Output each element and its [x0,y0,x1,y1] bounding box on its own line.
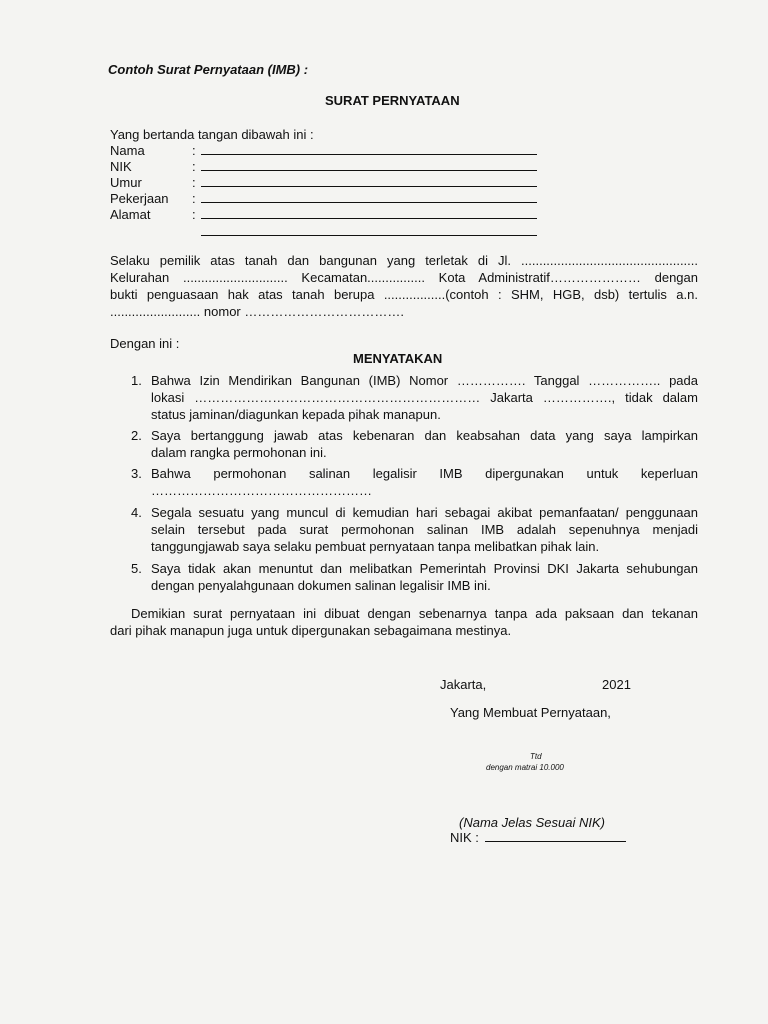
field-colon: : [192,207,196,222]
field-line-alamat-2 [201,235,537,236]
list-item-number: 4. [131,505,142,520]
list-item-line: lokasi ………………………………………………………… Jakarta ……………., tidak dalam [151,390,698,405]
identity-intro: Yang bertanda tangan dibawah ini : [110,127,314,142]
signer-nik-line [485,841,626,842]
property-line-4: ......................... nomor ………………………………. [110,304,404,319]
field-line-pekerjaan [201,202,537,203]
field-label-umur: Umur [110,175,142,190]
list-item-number: 1. [131,373,142,388]
list-item-line: …………………………………………… [151,483,372,498]
signer-nik-label: NIK : [450,830,479,845]
list-item-line: selain tersebut pada surat permohonan salinan IMB adalah sepenuhnya menjadi [151,522,698,537]
statement-intro: Dengan ini : [110,336,180,351]
example-title: Contoh Surat Pernyataan (IMB) : [108,62,309,77]
field-label-alamat: Alamat [110,207,151,222]
property-line-2: Kelurahan ............................. Kecamatan................ Kota Administratif………………… dengan [110,270,698,285]
statement-heading: MENYATAKAN [353,351,443,366]
list-item-line: Saya bertanggung jawab atas kebenaran dan keabsahan data yang saya lampirkan [151,428,698,443]
closing-line-2: dari pihak manapun juga untuk dipergunakan sebagaimana mestinya. [110,623,512,638]
field-line-alamat [201,218,537,219]
page-title: SURAT PERNYATAAN [325,93,460,108]
signature-role: Yang Membuat Pernyataan, [450,705,611,720]
field-line-nama [201,154,537,155]
list-item-number: 3. [131,466,142,481]
list-item-line: status jaminan/diagunkan kepada pihak manapun. [151,407,441,422]
field-colon: : [192,191,196,206]
stamp-duty-note: dengan matrai 10.000 [486,763,564,772]
list-item-line: Segala sesuatu yang muncul di kemudian hari sebagai akibat pemanfaatan/ penggunaan [151,505,698,520]
property-line-1: Selaku pemilik atas tanah dan bangunan yang terletak di Jl. ................................................. [110,253,698,268]
field-label-pekerjaan: Pekerjaan [110,191,169,206]
field-label-nik: NIK [110,159,132,174]
field-line-umur [201,186,537,187]
list-item-line: dengan penyalahgunaan dokumen salinan legalisir IMB ini. [151,578,491,593]
field-line-nik [201,170,537,171]
list-item-line: Saya tidak akan menuntut dan melibatkan Pemerintah Provinsi DKI Jakarta sehubungan [151,561,698,576]
closing-line-1: Demikian surat pernyataan ini dibuat dengan sebenarnya tanpa ada paksaan dan tekanan [131,606,698,621]
list-item-line: Bahwa Izin Mendirikan Bangunan (IMB) Nomor ……………. Tanggal …………….. pada [151,373,698,388]
signature-ttd: Ttd [530,752,542,761]
list-item-line: Bahwa permohonan salinan legalisir IMB dipergunakan untuk keperluan [151,466,698,481]
signature-year: 2021 [602,677,631,692]
field-colon: : [192,159,196,174]
list-item-number: 5. [131,561,142,576]
property-line-3: bukti penguasaan hak atas tanah berupa .................(contoh : SHM, HGB, dsb) tertulis a.n. [110,287,698,302]
signature-place: Jakarta, [440,677,487,692]
field-colon: : [192,175,196,190]
field-label-nama: Nama [110,143,145,158]
list-item-line: tanggungjawab saya selaku pembuat pernyataan tanpa melibatkan pihak lain. [151,539,600,554]
field-colon: : [192,143,196,158]
list-item-number: 2. [131,428,142,443]
list-item-line: dalam rangka permohonan ini. [151,445,327,460]
signer-name-hint: (Nama Jelas Sesuai NIK) [459,815,605,830]
